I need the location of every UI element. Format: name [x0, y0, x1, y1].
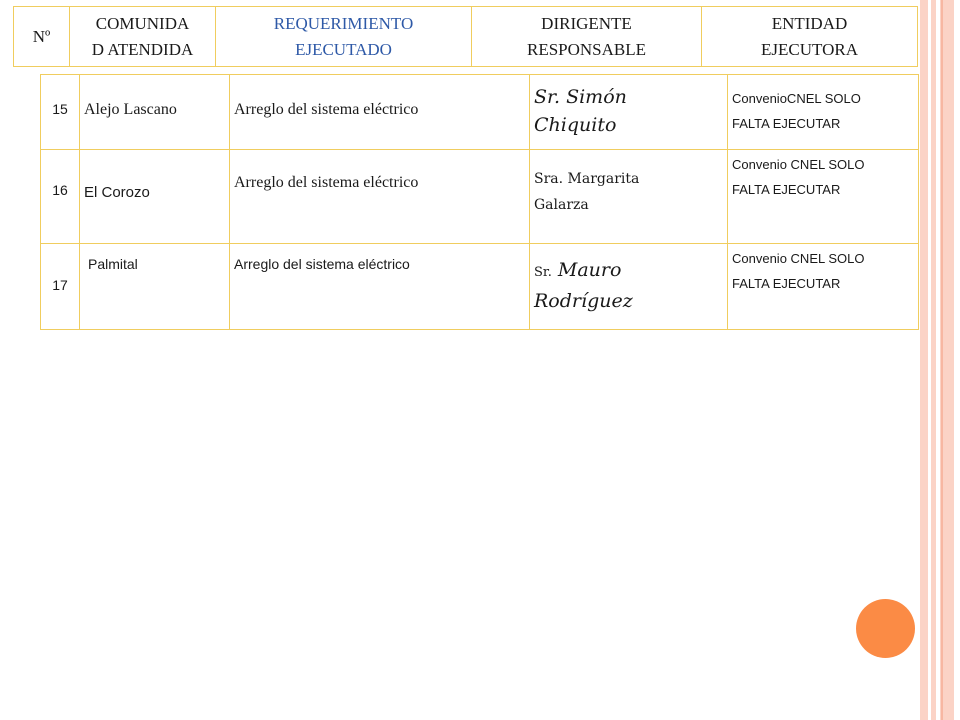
- row-requerimiento: Arreglo del sistema eléctrico: [230, 150, 530, 244]
- row-dirigente: [530, 150, 728, 244]
- row-entidad-line1: Convenio CNEL SOLO: [732, 157, 865, 172]
- row-dirigente-first: Mauro: [557, 259, 622, 281]
- row-dirigente-line2: Galarza: [534, 197, 589, 213]
- row-entidad: [728, 150, 919, 244]
- row-comunidad: Alejo Lascano: [80, 75, 230, 150]
- header-entidad-line2: EJECUTORA: [761, 39, 858, 59]
- header-dirigente-line2: RESPONSABLE: [526, 39, 647, 59]
- row-dirigente-line2: Chiquito: [534, 114, 617, 136]
- header-entidad-line1: ENTIDAD: [771, 13, 848, 33]
- row-requerimiento: Arreglo del sistema eléctrico: [230, 75, 530, 150]
- row-dirigente: [530, 75, 728, 150]
- row-requerimiento: Arreglo del sistema eléctrico: [230, 244, 530, 330]
- row-entidad-line2: FALTA EJECUTAR: [732, 116, 841, 131]
- row-entidad-line2: FALTA EJECUTAR: [732, 182, 841, 197]
- header-row: [14, 7, 918, 67]
- header-dirigente: [472, 7, 702, 67]
- header-comunidad-line1: COMUNIDA: [95, 13, 190, 33]
- header-comunidad: [70, 7, 216, 67]
- row-dirigente-line1: [534, 256, 723, 287]
- side-stripe-gap: [954, 0, 960, 720]
- header-requerimiento: [216, 7, 472, 67]
- header-table: [13, 6, 918, 67]
- side-stripe-line: [941, 0, 943, 720]
- table-row: [41, 75, 919, 150]
- header-number: Nº: [14, 7, 70, 67]
- row-number: 17: [41, 244, 80, 330]
- row-entidad: [728, 75, 919, 150]
- header-requerimiento-line2: EJECUTADO: [295, 39, 392, 59]
- row-comunidad: Palmital: [80, 244, 230, 330]
- row-number: 16: [41, 150, 80, 244]
- data-table: [40, 74, 919, 330]
- header-entidad: [702, 7, 918, 67]
- table-row: [41, 244, 919, 330]
- header-requerimiento-line1: REQUERIMIENTO: [273, 13, 414, 33]
- row-dirigente-line1: Sra. Margarita: [534, 171, 640, 187]
- row-dirigente: [530, 244, 728, 330]
- row-number: 15: [41, 75, 80, 150]
- row-entidad-line1: ConvenioCNEL SOLO: [732, 91, 861, 106]
- header-comunidad-line2: D ATENDIDA: [91, 39, 194, 59]
- header-dirigente-line1: DIRIGENTE: [541, 13, 632, 33]
- row-dirigente-line2: Rodríguez: [534, 290, 633, 312]
- accent-circle: [856, 599, 915, 658]
- row-entidad: [728, 244, 919, 330]
- table-row: [41, 150, 919, 244]
- row-dirigente-line1: Sr. Simón: [534, 86, 627, 108]
- row-entidad-line1: Convenio CNEL SOLO: [732, 251, 865, 266]
- row-comunidad: El Corozo: [80, 150, 230, 244]
- row-dirigente-prefix: Sr.: [534, 265, 552, 280]
- row-entidad-line2: FALTA EJECUTAR: [732, 276, 841, 291]
- side-stripe: [920, 0, 928, 720]
